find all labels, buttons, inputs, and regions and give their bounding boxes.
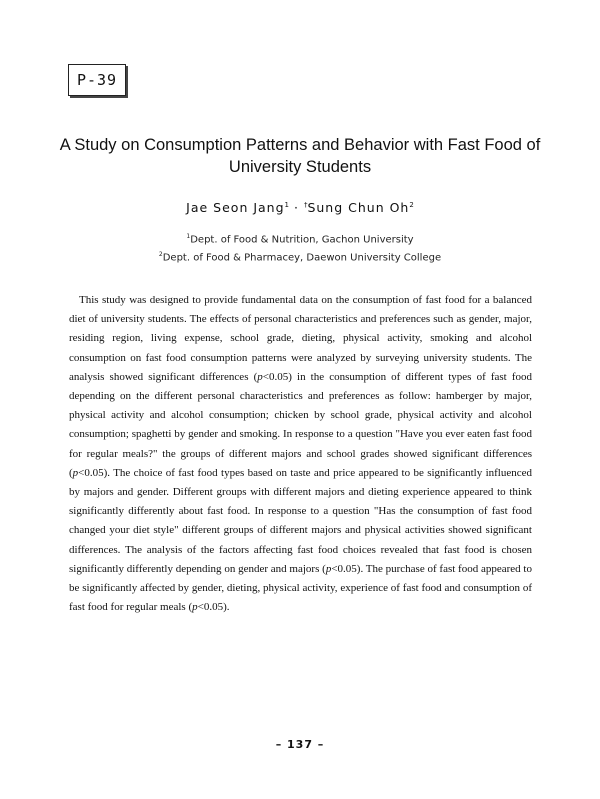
abstract-text: This study was designed to provide fundamental data on the consumption of fast food for a balanced diet of university students. The effects of personal characteristics and preferences such as gender, major, residing region, living expense, school grade, dieting, physical activity, smoking and alcohol consumption on fast food consumption patterns were analyzed by surveying university students. The analysis showed significant differences (p<0.05) in the consumption of different types of fast food depending on the different personal characteristics and preferences as follow: hamberger by major, physical activity and alcohol consumption; chicken by school grade, physical activity and alcohol consumption; spaghetti by gender and smoking. In response to a question "Have you ever eaten fast food for regular meals?" the groups of different majors and school grades showed significant differences (p<0.05). The choice of fast food types based on taste and price appeared to be significantly influenced by majors and gender. Different groups with different majors and dieting experience appeared to think significantly differently about fast food. In response to a question "Has the consumption of fast food changed your diet style" different groups of different majors and physical activities showed significant differences. The analysis of the factors affecting fast food choices revealed that fast food is chosen significantly differently depending on gender and majors (p<0.05). The purchase of fast food appeared to be significantly affected by gender, dieting, physical activity, experience of fast food and consumption of fast food for regular meals (p<0.05). [69, 294, 532, 614]
author-separator: · [289, 200, 304, 215]
page-number: – 137 – [275, 738, 325, 751]
affiliation-1 [0, 229, 600, 247]
corresponding-author-mark: † [303, 200, 308, 209]
affiliation-1-mark: 1 [186, 233, 191, 240]
author-list [0, 200, 600, 215]
poster-number: P-39 [76, 71, 118, 89]
author-1-affil-mark: 1 [284, 200, 290, 209]
author-2-name: Sung Chun Oh [307, 200, 410, 215]
author-2-affil-mark: 2 [409, 200, 414, 209]
title-line-2: University Students [228, 158, 372, 176]
poster-number-badge [68, 64, 126, 96]
affiliation-2-text: Dept. of Food & Pharmacey, Daewon University College [162, 252, 442, 264]
affiliation-1-text: Dept. of Food & Nutrition, Gachon University [190, 234, 414, 246]
affiliation-2 [0, 247, 600, 265]
affiliation-2-mark: 2 [158, 251, 163, 259]
affiliations [0, 229, 600, 266]
author-1-name: Jae Seon Jang [186, 200, 285, 215]
title-line-1: A Study on Consumption Patterns and Behavior with Fast Food of [59, 136, 541, 154]
paper-title [40, 134, 560, 178]
